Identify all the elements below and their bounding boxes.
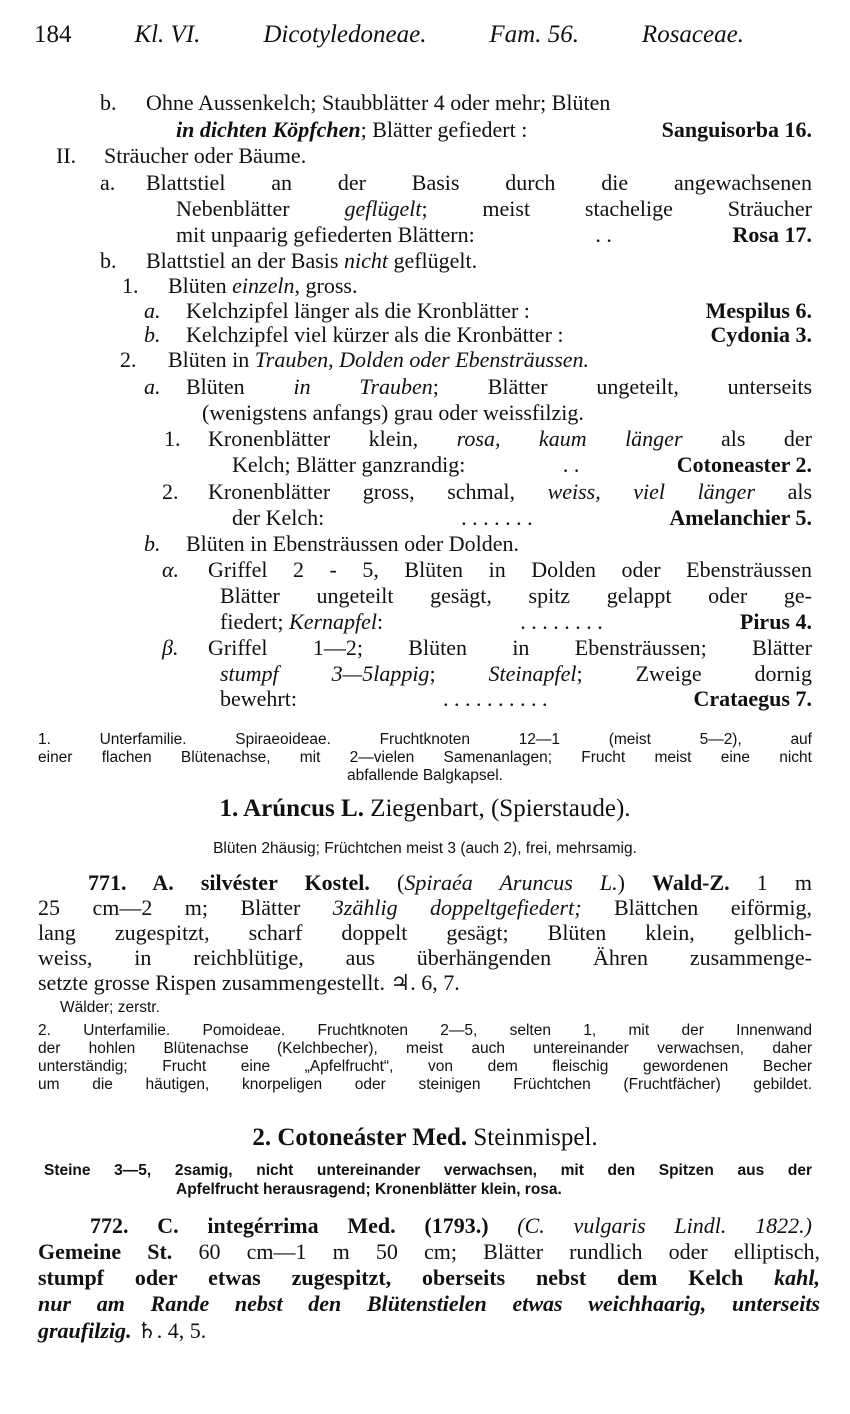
key-n1-text: Blüten einzeln, gross. bbox=[168, 273, 358, 298]
key-a-line3: mit unpaarig gefiederten Blättern: . . Rosa 17. bbox=[176, 222, 812, 247]
species771-habitat: Wälder; zerstr. bbox=[60, 999, 160, 1016]
key-n2a-letter: a. bbox=[144, 374, 161, 399]
genus1-title: 1. Arúncus L. Ziegenbart, (Spierstaude). bbox=[219, 795, 631, 822]
header-class: Kl. VI. bbox=[134, 21, 201, 48]
genus-ref-pirus: Pirus 4. bbox=[739, 609, 812, 634]
key-n2a1-text: Kronenblätter klein, rosa, kaum länger als der bbox=[208, 426, 813, 451]
key-a-text: Blattstiel an der Basis durch die angewachsenen bbox=[146, 170, 812, 195]
species771-line4: weiss, in reichblütige, aus überhängenden Ähren zusammenge- bbox=[38, 945, 812, 970]
key-n2b-letter: b. bbox=[144, 531, 161, 556]
genus-ref-cotoneaster: Cotoneaster 2. bbox=[676, 452, 812, 477]
key-b2-letter: b. bbox=[100, 248, 117, 273]
species772-line1: 772. C. integérrima Med. (1793.) (C. vulgaris Lindl. 1822.) bbox=[90, 1213, 812, 1238]
key-n1a-letter: a. bbox=[144, 298, 161, 323]
running-header bbox=[34, 22, 744, 48]
key-beta-line3: bewehrt: . . . . . . . . . . Crataegus 7. bbox=[220, 686, 812, 711]
key-n2a-text: Blüten in Trauben; Blätter ungeteilt, unterseits bbox=[186, 374, 813, 399]
key-n1b-line: Kelchzipfel viel kürzer als die Kronbätter : Cydonia 3. bbox=[186, 322, 812, 347]
subfamily1-line2: einer flachen Blütenachse, mit 2—vielen Samenanlagen; Frucht meist eine nicht bbox=[38, 749, 812, 766]
genus1-desc: Blüten 2häusig; Früchtchen meist 3 (auch 2), frei, mehrsamig. bbox=[213, 840, 637, 857]
header-family: Rosaceae. bbox=[641, 21, 744, 48]
key-n2b-text: Blüten in Ebensträussen oder Dolden. bbox=[186, 531, 519, 556]
page-number: 184 bbox=[34, 21, 72, 48]
species771-line1: 771. A. silvéster Kostel. (Spiraéa Aruncus L.) Wald-Z. 1 m bbox=[88, 870, 812, 895]
key-n2a1-num: 1. bbox=[164, 426, 181, 451]
genus-ref-amelanchier: Amelanchier 5. bbox=[669, 505, 812, 530]
key-n2a2-text: Kronenblätter gross, schmal, weiss, viel länger als bbox=[208, 479, 813, 504]
key-n2a-line2: (wenigstens anfangs) grau oder weissfilzig. bbox=[202, 400, 584, 425]
key-a-line2: Nebenblätter geflügelt; meist stachelige Sträucher bbox=[176, 196, 812, 221]
genus-ref-cydonia: Cydonia 3. bbox=[710, 322, 812, 347]
genus-ref-mespilus: Mespilus 6. bbox=[705, 298, 812, 323]
key-alpha-line2: Blätter ungeteilt gesägt, spitz gelappt oder ge- bbox=[220, 583, 812, 608]
key-n1-num: 1. bbox=[122, 273, 139, 298]
species771-line3: lang zugespitzt, scharf doppelt gesägt; Blüten klein, gelblich- bbox=[38, 920, 812, 945]
species772-line4: nur am Rande nebst den Blütenstielen etwas weichhaarig, unterseits bbox=[38, 1291, 820, 1316]
genus-ref-sanguisorba: Sanguisorba 16. bbox=[661, 117, 812, 142]
key-b2-text: Blattstiel an der Basis nicht geflügelt. bbox=[146, 248, 478, 273]
key-n2a2-num: 2. bbox=[162, 479, 179, 504]
subfamily2-line4: um die häutigen, knorpeligen oder steinigen Früchtchen (Fruchtfächer) gebildet. bbox=[38, 1076, 812, 1093]
key-n2-text: Blüten in Trauben, Dolden oder Ebensträussen. bbox=[168, 347, 590, 372]
subfamily2-line2: der hohlen Blütenachse (Kelchbecher), meist auch untereinander verwachsen, daher bbox=[38, 1040, 812, 1057]
key-alpha-line3: fiedert; Kernapfel: . . . . . . . . Pirus 4. bbox=[220, 609, 812, 634]
key-alpha-text: Griffel 2 - 5, Blüten in Dolden oder Ebensträussen bbox=[208, 557, 812, 582]
key-beta-text: Griffel 1—2; Blüten in Ebensträussen; Blätter bbox=[208, 635, 812, 660]
key-II-text: Sträucher oder Bäume. bbox=[104, 143, 307, 168]
key-n2a1-line2: Kelch; Blätter ganzrandig: . . Cotoneaster 2. bbox=[232, 452, 812, 477]
header-family-number: Fam. 56. bbox=[489, 21, 579, 48]
key-n1b-letter: b. bbox=[144, 322, 161, 347]
key-b1-cont: in dichten Köpfchen; Blätter gefiedert : Sanguisorba 16. bbox=[176, 117, 812, 142]
species772-name: 772. C. integérrima Med. (1793.) bbox=[90, 1213, 489, 1238]
species771-line5: setzte grosse Rispen zusammengestellt. ♃. 6, 7. bbox=[38, 970, 460, 995]
genus2-desc1: Steine 3—5, 2samig, nicht untereinander verwachsen, mit den Spitzen aus der bbox=[44, 1162, 812, 1179]
key-beta-line2: stumpf 3—5lappig; Steinapfel; Zweige dornig bbox=[220, 661, 812, 686]
header-subclass: Dicotyledoneae. bbox=[263, 21, 427, 48]
species771-line2: 25 cm—2 m; Blätter 3zählig doppeltgefiedert; Blättchen eiförmig, bbox=[38, 895, 812, 920]
subfamily1-line3: abfallende Balgkapsel. bbox=[347, 767, 503, 784]
genus2-desc2: Apfelfrucht herausragend; Kronenblätter klein, rosa. bbox=[176, 1181, 562, 1198]
key-n2-num: 2. bbox=[120, 347, 137, 372]
species771-name: 771. A. silvéster Kostel. bbox=[88, 870, 370, 895]
key-a-letter: a. bbox=[100, 170, 116, 195]
key-II-letter: II. bbox=[56, 143, 77, 168]
subfamily1-line1: 1. Unterfamilie. Spiraeoideae. Fruchtknoten 12—1 (meist 5—2), auf bbox=[38, 731, 812, 748]
species772-line3: stumpf oder etwas zugespitzt, oberseits nebst dem Kelch kahl, bbox=[38, 1265, 820, 1290]
key-n2a2-line2: der Kelch: . . . . . . . Amelanchier 5. bbox=[232, 505, 812, 530]
key-b1-line: Ohne Aussenkelch; Staubblätter 4 oder mehr; Blüten bbox=[146, 90, 611, 115]
subfamily2-line1: 2. Unterfamilie. Pomoideae. Fruchtknoten 2—5, selten 1, mit der Innenwand bbox=[38, 1022, 812, 1039]
genus-ref-crataegus: Crataegus 7. bbox=[693, 686, 812, 711]
species772-line5: graufilzig. ♄. 4, 5. bbox=[38, 1318, 207, 1343]
key-b1-letter: b. bbox=[100, 90, 117, 115]
key-n1a-line: Kelchzipfel länger als die Kronblätter : Mespilus 6. bbox=[186, 298, 812, 323]
key-beta-letter: β. bbox=[162, 635, 179, 660]
genus2-title: 2. Cotoneáster Med. Steinmispel. bbox=[252, 1124, 598, 1151]
genus-ref-rosa: Rosa 17. bbox=[732, 222, 812, 247]
subfamily2-line3: unterständig; Frucht eine „Apfelfrucht“, von dem fleischig gewordenen Becher bbox=[38, 1058, 812, 1075]
key-alpha-letter: α. bbox=[162, 557, 180, 582]
species772-line2: Gemeine St. 60 cm—1 m 50 cm; Blätter rundlich oder elliptisch, bbox=[38, 1239, 821, 1264]
